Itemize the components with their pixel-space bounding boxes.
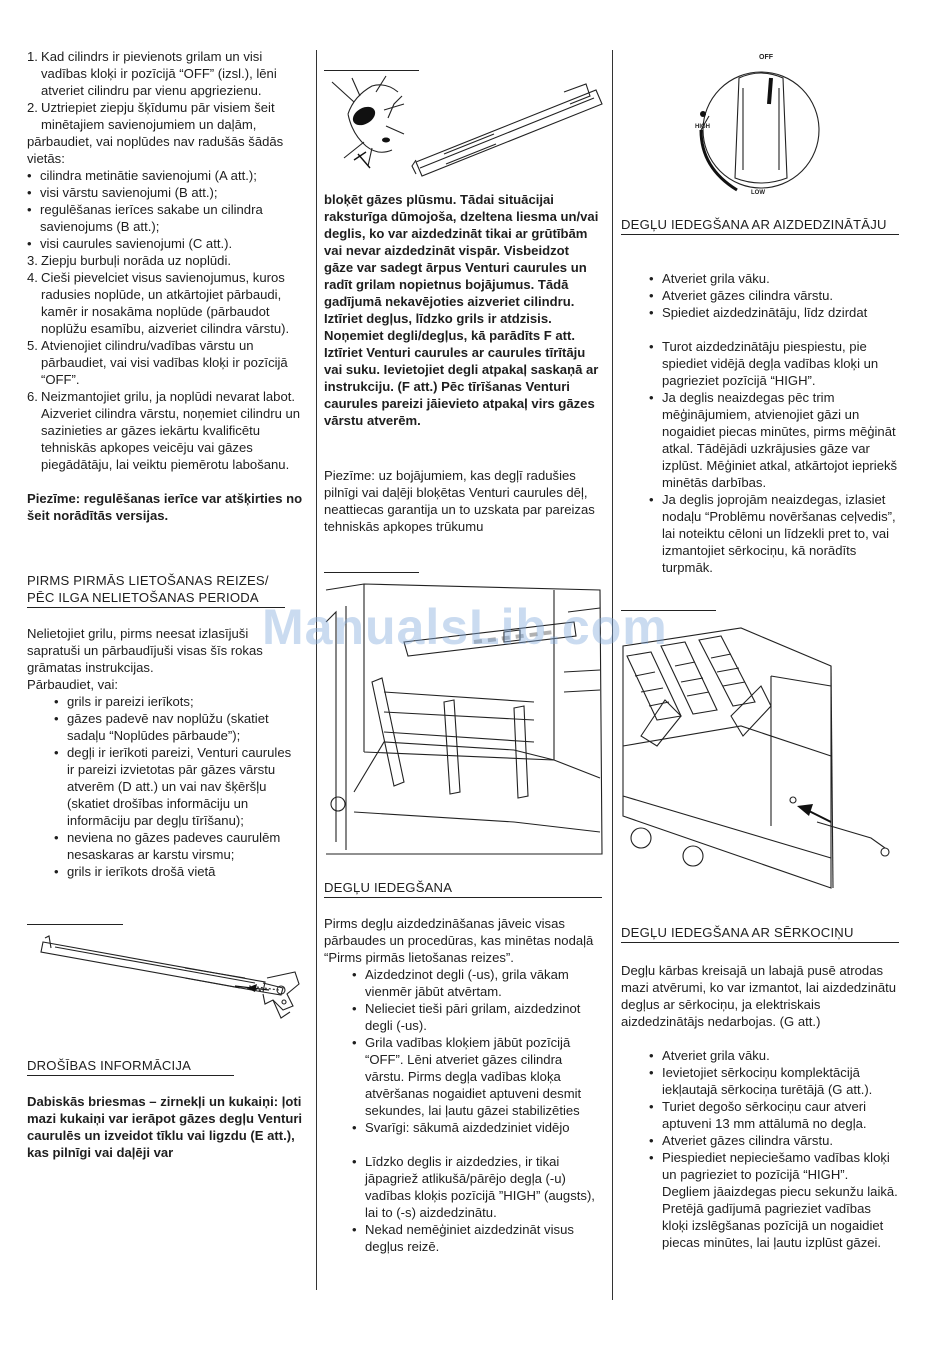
watermark: ManualsLib.com [262,599,668,655]
list-item: • Aizdedzinot degli (-us), grila vākam vienmēr jābūt atvērtam. [352,966,600,1000]
section-heading-match: DEGĻU IEDEGŠANA AR SĒRKOCIŅU [621,924,899,943]
check-label: Pārbaudiet, vai: [27,677,118,692]
step-item: 6. Neizmantojiet grilu, ja noplūdi nevarat labot. Aizveriet cilindra vārstu, noņemiet cilindru un sazinieties ar gāzes iekārtu kvalificētu tehniskās apkopes veicēju vai gāzes piegādātāju, lai veiktu piemērotu labošanu. [27,389,301,472]
list-item: • Grila vadības kloķiem jābūt pozīcijā “OFF”. Lēni atveriet gāzes cilindra vārstu. Pirms degļa vadības kloķa atvēršanas nogaidiet aptuveni desmit sekundes, lai ļautu gāzei stabilizēties [352,1034,600,1119]
column-divider-right [612,50,613,1300]
section-heading-lighting: DEGĻU IEDEGŠANA [324,879,602,898]
list-item: • Atveriet grila vāku. [649,270,899,287]
list-item: • Spiediet aizdedzinātāju, līdz dzirdat [649,304,899,321]
list-item: • Piespiediet nepieciešamo vadības kloķi un pagrieziet to pozīcijā “HIGH”. Degliem jāaizdegas piecu sekunžu laikā. Pretējā gadījumā pagrieziet vadības kloķi izslēgšanas pozīcijā un nogaidiet piecas minūtes, lai ļautu izplūst gāzei. [649,1149,899,1251]
first-use-section [27,625,297,880]
ignitor-list [649,270,899,576]
knob-label-off: OFF [759,54,773,61]
step-item: 4. Cieši pievelciet visus savienojumus, kuros radusies noplūde, un atkārtojiet pārbaudi, kamēr ir nosakāma noplūde (pārbaudot noplūžu esamību, aizveriet cilindra vārstu). [27,270,290,336]
list-item: • Ievietojiet sērkociņu komplektācijā iekļautajā sērkociņa turētājā (G att.). [649,1064,899,1098]
list-item: • Svarīgi: sākumā aizdedziniet vidējo [352,1119,600,1136]
list-item: • cilindra metinātie savienojumi (A att.); [27,167,307,184]
list-item: • grils ir pareizi ierīkots; [54,693,297,710]
control-knob-figure [691,48,821,196]
step-item: 1. Kad cilindrs ir pievienots grilam un visi vadības kloķi ir pozīcijā “OFF” (izsl.), lēni atveriet cilindru par vienu apgriezienu. [27,49,277,98]
leak-test-steps [27,48,307,524]
section-heading-ignitor: DEGĻU IEDEGŠANA AR AIZDEDZINĀTĀJU [621,216,899,235]
list-item: • regulēšanas ierīces sakabe un cilindra savienojums (B att.); [27,201,307,235]
blocked-flow-warning: bloķēt gāzes plūsmu. Tādai situācijai raksturīga dūmojoša, dzeltena liesma un/vai deglis, ko var aizdedzināt tikai ar grūtībām vai nevar aizdedzināt vispār. Visbeidzot gāze var sadegt ārpus Venturi caurules un radīt grilam nopietnus bojājumus. Tādā gadījumā nekavējoties aizveriet cilindru. Iztīriet degļus, līdzko grils ir atdzisis. Noņemiet degli/degļus, kā parādīts F att. Iztīriet Venturi caurules ar caurules tīrītāju vai suku. Ievietojiet degli atpakaļ saskaņā ar instrukciju. (F att.) Pēc tīrīšanas Venturi caurules pareizi jāievieto atpakaļ virs gāzes vārstu atverēm. [324,192,599,428]
list-item: • Nekad nemēģiniet aizdedzināt visus degļus reizē. [352,1221,600,1255]
spider-venturi-figure [324,74,604,179]
list-item: • Ja deglis joprojām neaizdegas, izlasiet nodaļu “Problēmu novēršanas ceļvedis”, lai noteiktu cēloni un līdzekli pret to, vai izmantojiet sērkociņu, kā norādīts turpmāk. [649,491,899,576]
lighting-list [352,966,600,1255]
match-lighting-figure [621,626,901,901]
list-item: • Turiet degošo sērkociņu caur atveri aptuveni 13 mm attālumā no degļa. [649,1098,899,1132]
list-item: • Atveriet gāzes cilindra vārstu. [649,1132,899,1149]
danger-warning: Dabiskās briesmas – zirnekļi un kukaiņi: ļoti mazi kukaiņi var ierāpot gāzes degļu Venturi caurulēs un izveidot tīklu vai ligzdu (E att.), kas pilnīgi vai daļēji var [27,1094,303,1160]
match-list [649,1047,899,1251]
list-item: • visi caurules savienojumi (C att.). [27,235,307,252]
list-item: • Atveriet gāzes cilindra vārstu. [649,287,899,304]
list-item: • grils ir ierīkots drošā vietā [54,863,297,880]
check-list [54,693,297,880]
lighting-intro: Pirms degļu aizdedzināšanas jāveic visas pārbaudes un procedūras, kas minētas nodaļā “Pirms pirmās lietošanas reizes”. [324,916,594,965]
leak-locations-list [27,167,307,252]
step-item: 5. Atvienojiet cilindru/vadības vārstu un pārbaudiet, vai visi vadības kloķi ir pozīcijā “OFF”. [27,338,288,387]
burner-venturi-figure [35,928,305,1033]
list-item: • Nelieciet tieši pāri grilam, aizdedzinot degli (-us). [352,1000,600,1034]
knob-label-high: HIGH [695,124,710,130]
list-item: • Ja deglis neaizdegas pēc trim mēģinājumiem, atvienojiet gāzi un nogaidiet piecas minūtes, pirms mēģināt atkal. Tādējādi uzkrājusies gāze var izplūst. Mēģiniet atkal, atkārtojot iepriekš minētās darbības. [649,389,899,491]
figure-rule [324,70,419,71]
match-intro: Degļu kārbas kreisajā un labajā pusē atrodas mazi atvērumi, ko var izmantot, lai aizdedzinātu degļus ar sērkociņu, ja elektriskais aizdedzinātājs nedarbojas. (G att.) [621,963,897,1029]
list-item: • Līdzko deglis ir aizdedzies, ir tikai jāpagriež atlikušā/pārējo degļa (-u) vadības kloķis pozīcijā ”HIGH” (augsts), lai to (-s) aizdedzinātu. [352,1153,600,1221]
list-item: • neviena no gāzes padeves caurulēm nesaskaras ar karstu virsmu; [54,829,297,863]
list-item: • Turot aizdedzinātāju piespiestu, pie spiediet vidējā degļa vadības kloķi un pagrieziet pozīcijā “HIGH”. [649,338,899,389]
regulator-note: Piezīme: regulēšanas ierīce var atšķirties no šeit norādītās versijas. [27,491,303,523]
lighting-section [324,915,600,1255]
section-heading-safety: DROŠĪBAS INFORMĀCIJA [27,1057,234,1076]
list-item: • visi vārstu savienojumi (B att.); [27,184,307,201]
list-item: • gāzes padevē nav noplūžu (skatiet sadaļu “Noplūdes pārbaude”); [54,710,297,744]
column-divider-left [316,50,317,1290]
step-item: 3. Ziepju burbuļi norāda uz noplūdi. [27,253,231,268]
step-item: 2. Uztriepiet ziepju šķīdumu pār visiem šeit minētajiem savienojumiem un daļām, [27,100,275,132]
list-item: • degļi ir ierīkoti pareizi, Venturi caurules ir pareizi izvietotas pār gāzes vārstu atverēm (D att.) un vai nav šķēršļu (skatiet drošības informāciju un informāciju par degļu tīrīšanu); [54,744,297,829]
figure-rule [27,924,123,925]
first-use-intro: Nelietojiet grilu, pirms neesat izlasījuši sapratuši un pārbaudījuši visas šīs rokas grāmatas instrukcijas. [27,626,263,675]
figure-rule [324,572,419,573]
damage-note: Piezīme: uz bojājumiem, kas degļī radušies pilnīgi vai daļēji bloķētas Venturi caurules dēļ, neattiecas garantija un to uzskata par pareizas tehniskās apkopes trūkumu [324,468,595,534]
section-heading-first-use: PIRMS PIRMĀS LIETOŠANAS REIZES/ PĒC ILGA NELIETOŠANAS PERIODA [27,572,285,608]
list-item: • Atveriet grila vāku. [649,1047,899,1064]
step2-continuation: pārbaudiet, vai noplūdes nav radušās šādās vietās: [27,134,284,166]
knob-label-low: LOW [751,190,765,196]
